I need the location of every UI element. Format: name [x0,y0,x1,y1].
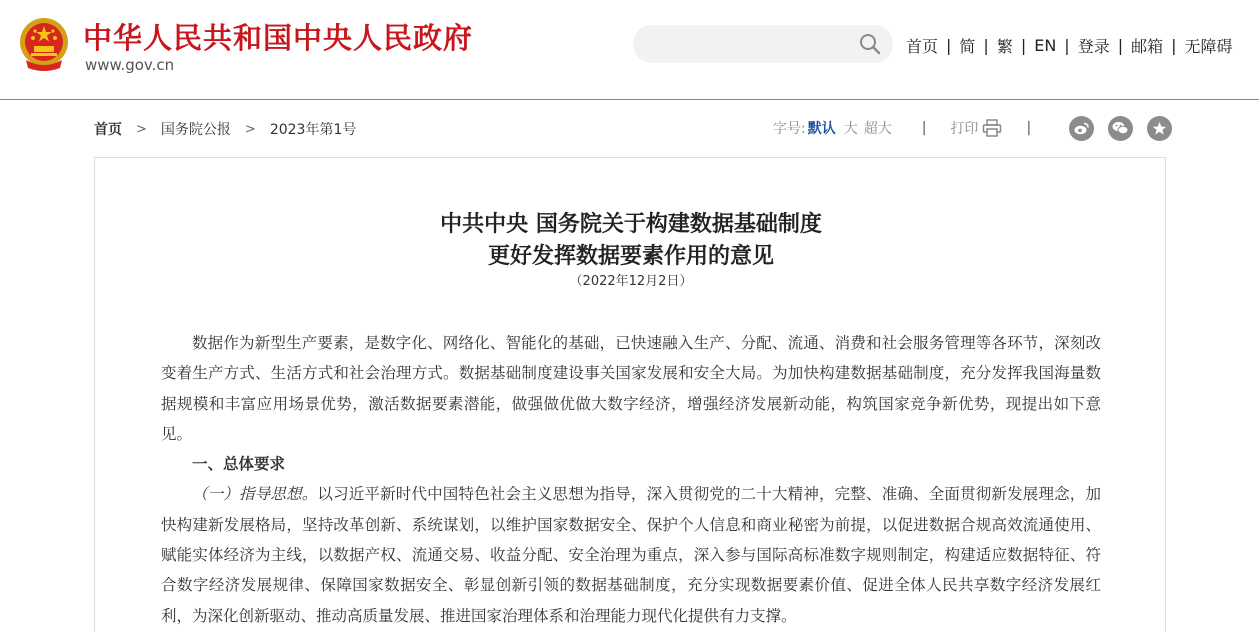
favorite-star-icon[interactable] [1147,116,1172,141]
chevron-right-icon: > [244,121,256,137]
nav-separator: | [983,35,989,55]
article-title-line1: 中共中央 国务院关于构建数据基础制度 [440,211,822,237]
nav-simplified[interactable]: 简 [959,36,976,56]
print-button[interactable] [950,118,1002,138]
nav-login[interactable]: 登录 [1077,36,1110,56]
tools-separator: | [921,120,927,136]
font-size-default[interactable]: 默认 [807,121,836,137]
wechat-icon[interactable] [1108,116,1133,141]
print-label: 打印 [950,121,979,137]
breadcrumb-gazette[interactable]: 国务院公报 [160,122,231,138]
nav-separator: | [1020,35,1027,55]
nav-separator: | [1117,35,1124,55]
site-header [0,0,1259,100]
breadcrumb-issue[interactable]: 2023年第1号 [269,122,357,138]
weibo-icon[interactable] [1069,116,1094,141]
article-container [94,157,1166,632]
article-title-line2: 更好发挥数据要素作用的意见 [487,243,774,269]
search-icon[interactable] [859,33,881,55]
printer-icon [982,119,1002,137]
national-emblem-icon[interactable] [18,16,70,74]
article-tools [773,115,1172,141]
article-body [161,328,1101,631]
nav-separator: | [1171,35,1177,55]
top-nav [906,34,1233,56]
font-size-large[interactable]: 大 [843,121,858,137]
nav-home[interactable]: 首页 [906,36,939,56]
item-text: 以习近平新时代中国特色社会主义思想为指导，深入贯彻党的二十大精神，完整、准确、全面贯彻新发展理念，加快构建新发展格局，坚持改革创新、系统谋划，以维护国家数据安全、保护个人信息和商业秘密为前提，以促进数据合规高效流通使用、赋能实体经济为主线，以数据产权、流通交易、收益分配、安全治理为重点，深入参与国际高标准数字规则制定，构建适应数据特征、符合数字经济发展规律、保障国家数据安全、彰显创新引领的数据基础制度，充分实现数据要素价值、促进全体人民共享数字经济发展红利，为深化创新驱动、推动高质量发展、推进国家治理体系和治理能力现代化提供有力支撑。 [161,485,1101,625]
breadcrumb [94,119,356,139]
item-lead: （一）指导思想。 [192,485,318,504]
nav-english[interactable]: EN [1034,35,1057,55]
font-size-xlarge[interactable]: 超大 [863,121,892,137]
article-intro: 数据作为新型生产要素，是数字化、网络化、智能化的基础，已快速融入生产、分配、流通、消费和社会服务管理等各环节，深刻改变着生产方式、生活方式和社会治理方式。数据基础制度建设事关国家发展和安全大局。为加快构建数据基础制度，充分发挥我国海量数据规模和丰富应用场景优势，激活数据要素潜能，做强做优做大数字经济，增强经济发展新动能，构筑国家竞争新优势，现提出如下意见。 [161,334,1101,443]
nav-traditional[interactable]: 繁 [996,36,1013,56]
nav-separator: | [946,35,952,55]
site-domain: www.gov.cn [85,56,175,74]
nav-separator: | [1064,35,1070,55]
article-paragraph [161,479,1101,630]
article-title [95,208,1167,272]
article-date: （2022年12月2日） [569,274,693,289]
site-title[interactable]: 中华人民共和国中央人民政府 [83,21,474,55]
nav-accessibility[interactable]: 无障碍 [1184,36,1233,56]
search-box[interactable] [633,25,893,63]
section-heading: 一、总体要求 [192,455,286,474]
tools-separator: | [1026,120,1032,136]
breadcrumb-home[interactable]: 首页 [94,122,122,138]
chevron-right-icon: > [136,121,147,137]
nav-mailbox[interactable]: 邮箱 [1131,36,1164,56]
font-size-label: 字号: [773,121,806,137]
